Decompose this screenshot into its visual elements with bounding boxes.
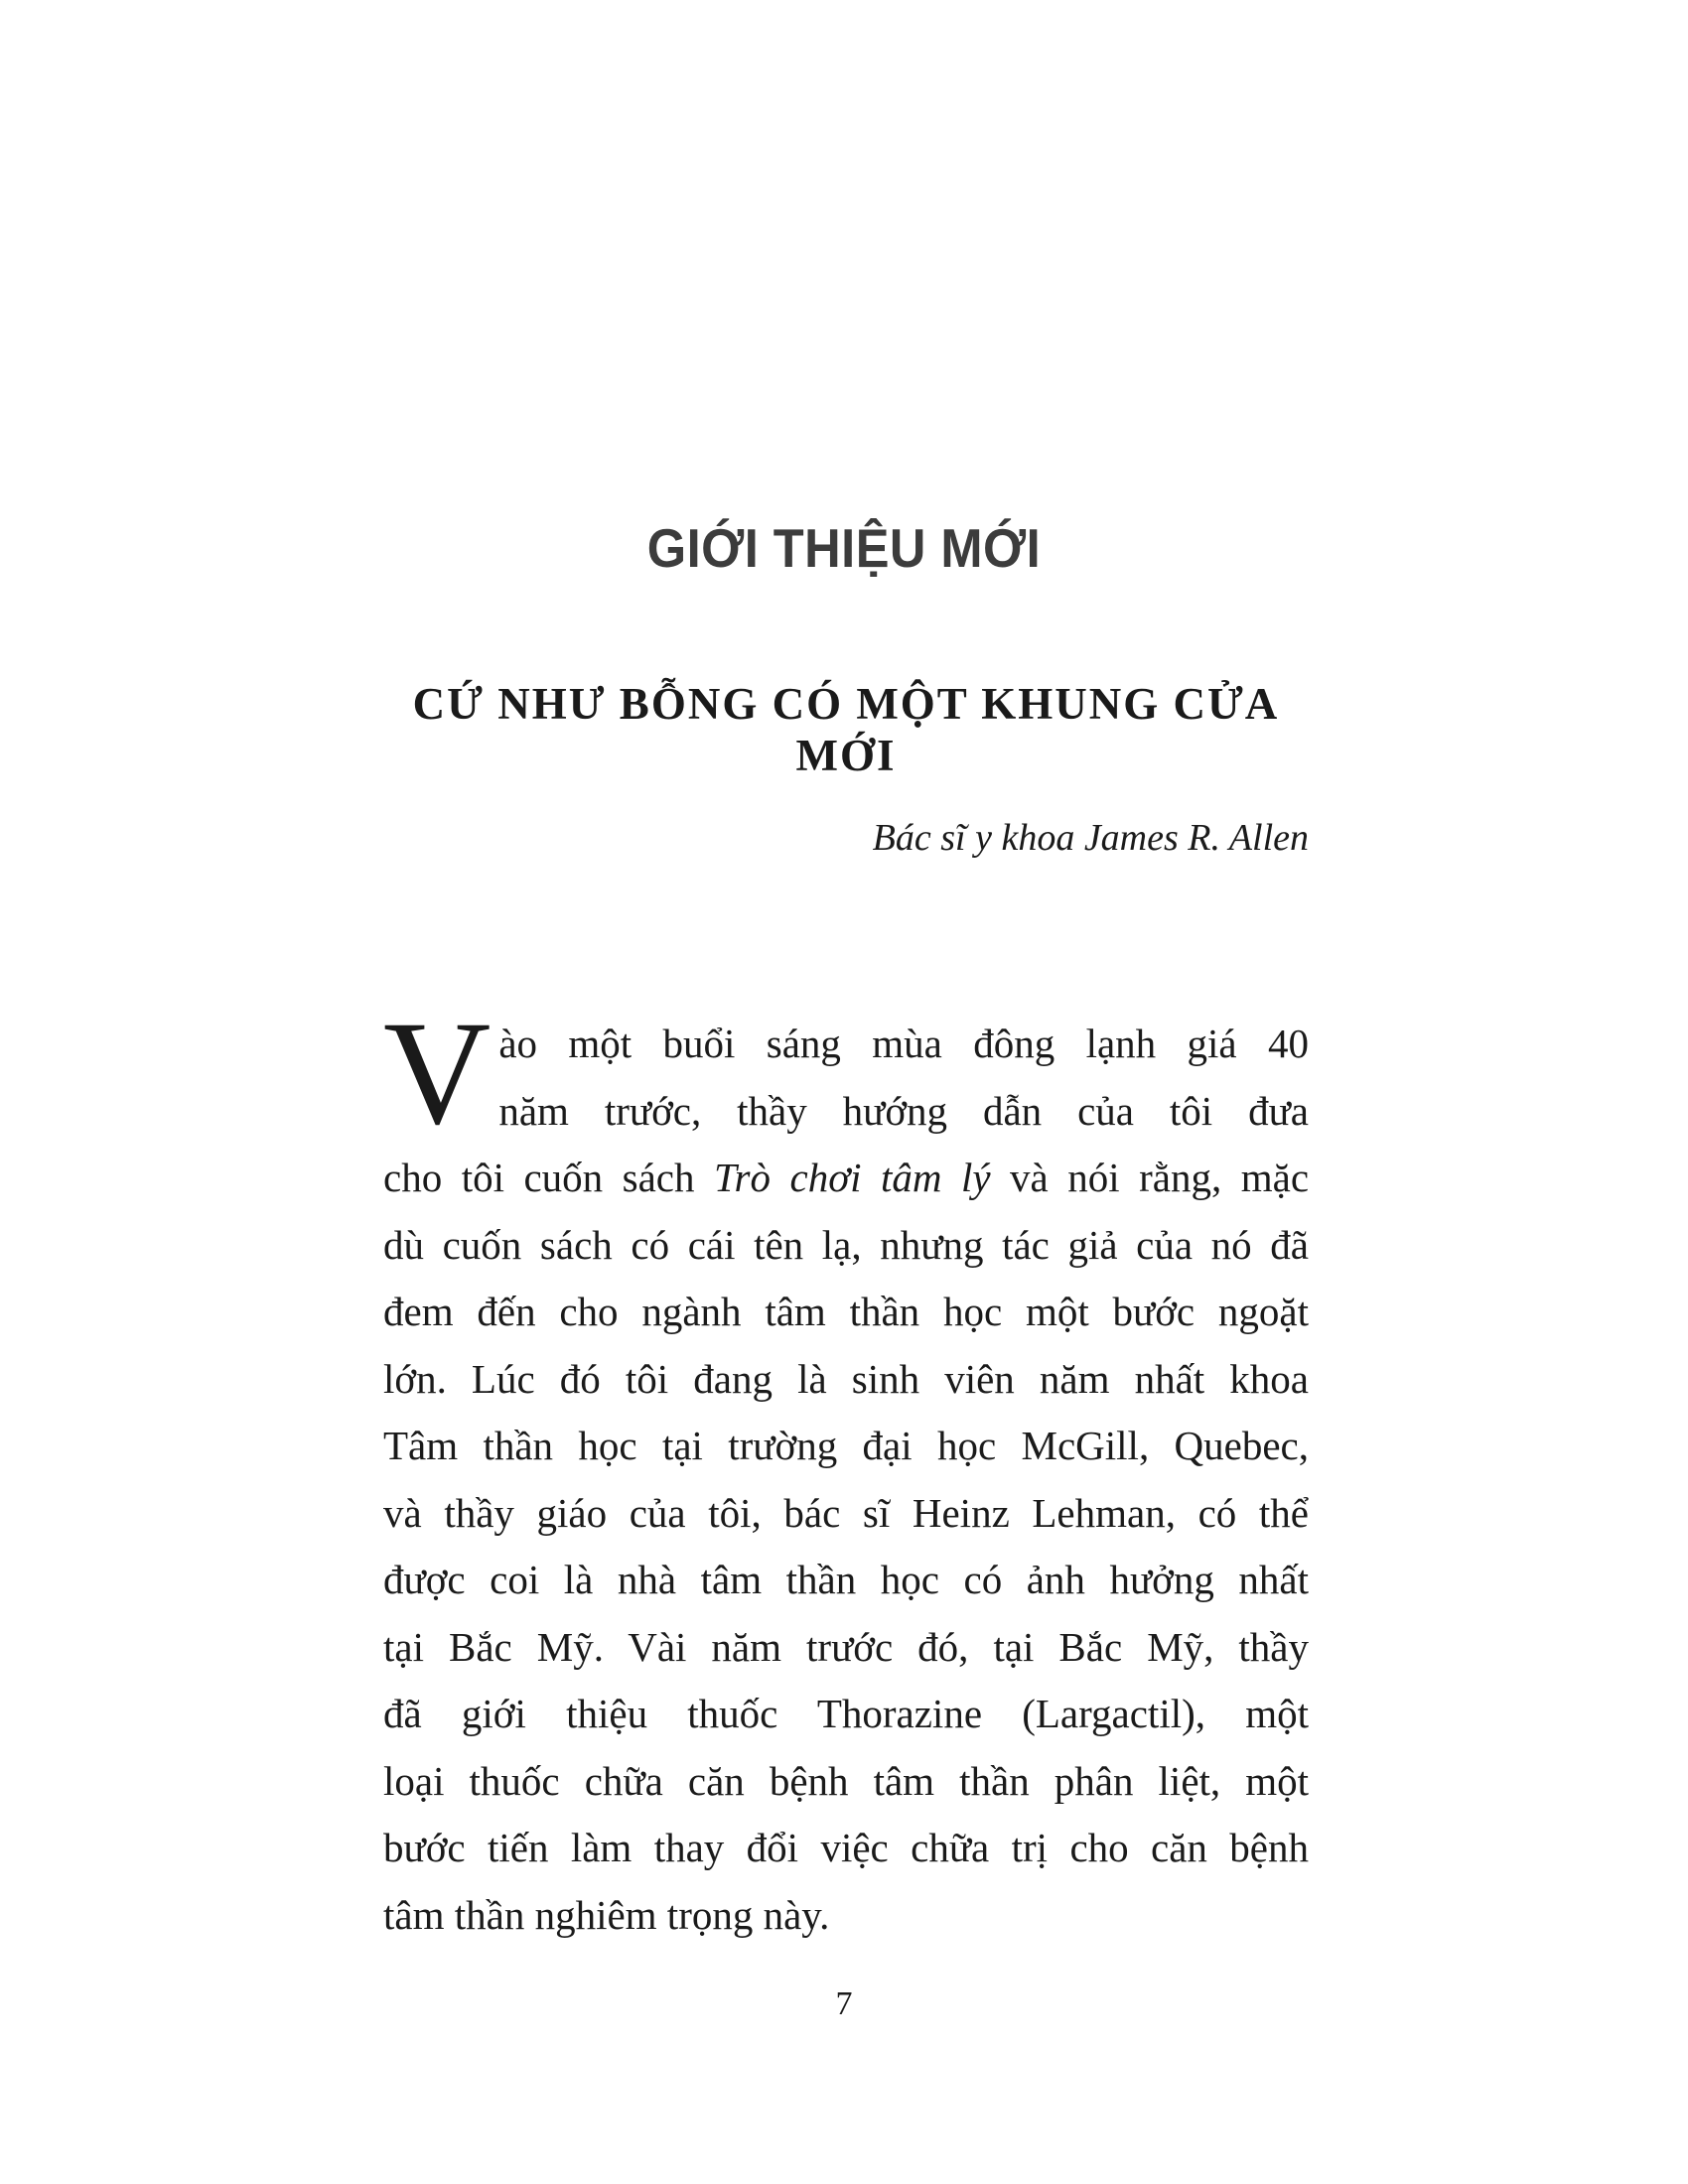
author-byline: Bác sĩ y khoa James R. Allen (872, 817, 1309, 859)
body-line: tâm thần nghiêm trọng này. (383, 1891, 830, 1938)
chapter-title: GIỚI THIỆU MỚI (646, 517, 1042, 579)
body-line: được coi là nhà tâm thần học có ảnh hưởng nhất (383, 1557, 1309, 1602)
chapter-subtitle: CỨ NHƯ BỖNG CÓ MỘT KHUNG CỬA MỚI (412, 679, 1280, 780)
body-line: bước tiến làm thay đổi việc chữa trị cho căn bệnh (383, 1825, 1309, 1870)
body-line: đã giới thiệu thuốc Thorazine (Largactil), một (383, 1691, 1309, 1736)
body-text-run: cho tôi cuốn sách (383, 1155, 715, 1200)
body-line: Tâm thần học tại trường đại học McGill, Quebec, (383, 1423, 1309, 1468)
body-line: năm trước, thầy hướng dẫn của tôi đưa (498, 1087, 1309, 1134)
body-paragraph (383, 991, 1310, 1949)
body-line: dù cuốn sách có cái tên lạ, nhưng tác giả của nó đã (383, 1221, 1309, 1268)
body-line: lớn. Lúc đó tôi đang là sinh viên năm nhất khoa (383, 1355, 1309, 1402)
body-line: đem đến cho ngành tâm thần học một bước ngoặt (383, 1289, 1309, 1334)
body-line: tại Bắc Mỹ. Vài năm trước đó, tại Bắc Mỹ, thầy (383, 1623, 1309, 1670)
body-line: và thầy giáo của tôi, bác sĩ Heinz Lehman, có thể (383, 1489, 1309, 1536)
body-line: ào một buổi sáng mùa đông lạnh giá 40 (498, 1021, 1309, 1066)
body-line (383, 1145, 1309, 1212)
body-text-run: và nói rằng, mặc (990, 1155, 1310, 1200)
body-line: loại thuốc chữa căn bệnh tâm thần phân liệt, một (383, 1757, 1309, 1804)
drop-cap: V (383, 991, 492, 1156)
book-title-italic: Trò chơi tâm lý (714, 1155, 991, 1200)
page-number: 7 (835, 1985, 853, 2022)
